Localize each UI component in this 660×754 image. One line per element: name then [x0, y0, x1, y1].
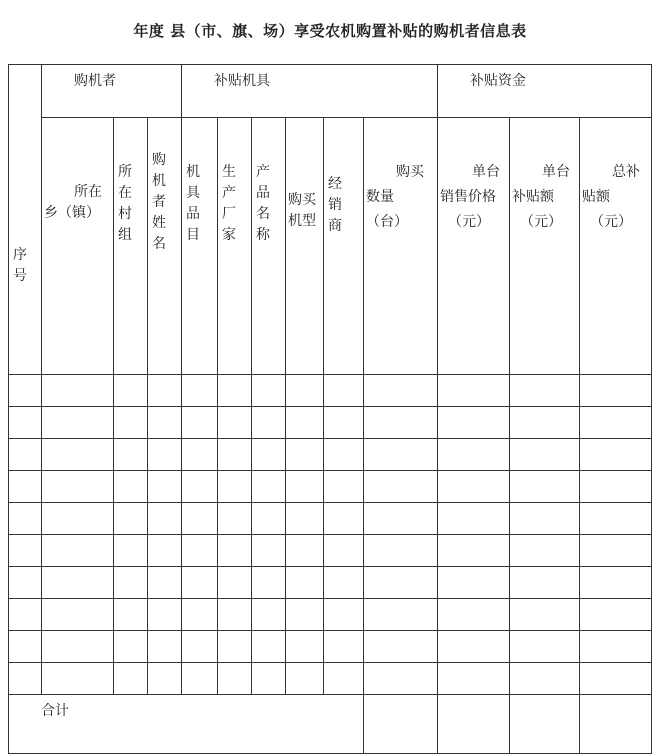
table-cell[interactable]	[580, 471, 652, 503]
table-cell[interactable]	[42, 535, 114, 567]
col-header-unit-price	[438, 118, 510, 375]
table-cell[interactable]	[286, 439, 324, 471]
table-row	[9, 567, 652, 599]
table-cell[interactable]	[580, 535, 652, 567]
table-cell[interactable]	[286, 663, 324, 695]
table-row	[9, 375, 652, 407]
table-cell[interactable]	[324, 599, 364, 631]
table-cell[interactable]	[580, 503, 652, 535]
table-cell[interactable]	[42, 407, 114, 439]
item-char: 具	[186, 185, 200, 201]
village-char: 组	[118, 227, 132, 243]
table-cell[interactable]	[580, 631, 652, 663]
table-cell[interactable]	[580, 567, 652, 599]
data-rows	[9, 375, 652, 695]
table-cell[interactable]	[148, 567, 182, 599]
table-cell[interactable]	[42, 471, 114, 503]
table-cell[interactable]	[9, 567, 42, 599]
table-cell[interactable]	[364, 567, 438, 599]
table-cell[interactable]	[9, 663, 42, 695]
table-cell[interactable]	[438, 407, 510, 439]
form-title: 年度 县（市、旗、场）享受农机购置补贴的购机者信息表	[133, 22, 527, 40]
table-cell[interactable]	[114, 567, 148, 599]
table-cell[interactable]	[42, 375, 114, 407]
table-cell[interactable]	[42, 631, 114, 663]
table-cell[interactable]	[9, 439, 42, 471]
total-cell[interactable]	[364, 695, 438, 754]
table-cell[interactable]	[286, 503, 324, 535]
table-cell[interactable]	[218, 535, 252, 567]
table-cell[interactable]	[182, 407, 218, 439]
item-char: 目	[186, 227, 200, 243]
group-header-machine: 补贴机具	[182, 65, 438, 118]
table-row	[9, 535, 652, 567]
table-cell[interactable]	[9, 535, 42, 567]
buyer-info-table	[8, 64, 651, 719]
group-header-funds: 补贴资金	[438, 65, 652, 118]
table-cell[interactable]	[324, 631, 364, 663]
col-header-total-subsidy	[580, 118, 652, 375]
table-cell[interactable]	[252, 439, 286, 471]
table-cell[interactable]	[218, 663, 252, 695]
table-cell[interactable]	[438, 599, 510, 631]
table-cell[interactable]	[364, 599, 438, 631]
quantity-line: （台）	[366, 214, 408, 230]
table-cell[interactable]	[9, 503, 42, 535]
table-cell[interactable]	[364, 375, 438, 407]
table-row	[9, 503, 652, 535]
table-cell[interactable]	[252, 567, 286, 599]
table-cell[interactable]	[114, 471, 148, 503]
table-cell[interactable]	[580, 407, 652, 439]
table-row	[9, 599, 652, 631]
table-cell[interactable]	[438, 503, 510, 535]
table-cell[interactable]	[252, 471, 286, 503]
col-header-maker	[218, 118, 252, 375]
total-subsidy-line: （元）	[590, 214, 633, 230]
group-header-buyer: 购机者	[42, 65, 182, 118]
unit-price-line: （元）	[448, 214, 491, 230]
table-cell[interactable]	[182, 599, 218, 631]
total-subsidy-line: 总补	[612, 164, 641, 180]
table-cell[interactable]	[324, 663, 364, 695]
product-name-char: 称	[256, 227, 270, 243]
table-cell[interactable]	[438, 567, 510, 599]
table-cell[interactable]	[324, 503, 364, 535]
table-cell[interactable]	[286, 407, 324, 439]
table-cell[interactable]	[580, 663, 652, 695]
village-char: 所	[118, 164, 132, 180]
unit-price-line: 单台	[472, 164, 501, 180]
table-cell[interactable]	[510, 471, 580, 503]
village-char: 村	[118, 206, 132, 222]
table-cell[interactable]	[182, 375, 218, 407]
table-cell[interactable]	[114, 407, 148, 439]
township-line: 所在	[74, 184, 102, 200]
table-cell[interactable]	[510, 535, 580, 567]
model-line: 机型	[288, 213, 316, 229]
item-char: 机	[186, 164, 200, 180]
table-cell[interactable]	[114, 599, 148, 631]
table-cell[interactable]	[182, 535, 218, 567]
table-cell[interactable]	[42, 567, 114, 599]
col-header-product-name	[252, 118, 286, 375]
table-row	[9, 663, 652, 695]
table-cell[interactable]	[324, 471, 364, 503]
table-cell[interactable]	[218, 407, 252, 439]
table-cell[interactable]	[148, 631, 182, 663]
table-cell[interactable]	[182, 471, 218, 503]
table-cell[interactable]	[510, 567, 580, 599]
table-cell[interactable]	[148, 407, 182, 439]
product-name-char: 产	[256, 164, 270, 180]
table-cell[interactable]	[148, 471, 182, 503]
table-cell[interactable]	[114, 631, 148, 663]
table-cell[interactable]	[148, 599, 182, 631]
table-cell[interactable]	[252, 503, 286, 535]
buyer-name-char: 购	[152, 152, 166, 168]
table-cell[interactable]	[218, 631, 252, 663]
quantity-line: 购买	[396, 164, 424, 180]
table-cell[interactable]	[148, 535, 182, 567]
table-cell[interactable]	[580, 599, 652, 631]
table-cell[interactable]	[252, 375, 286, 407]
table-cell[interactable]	[438, 439, 510, 471]
col-header-model	[286, 118, 324, 375]
table-cell[interactable]	[438, 631, 510, 663]
table-cell[interactable]	[286, 471, 324, 503]
table-cell[interactable]	[364, 631, 438, 663]
col-header-unit-subsidy	[510, 118, 580, 375]
seq-char: 序	[13, 246, 27, 263]
table-cell[interactable]	[252, 535, 286, 567]
table-cell[interactable]	[324, 439, 364, 471]
table-cell[interactable]	[286, 599, 324, 631]
table-cell[interactable]	[114, 503, 148, 535]
table-cell[interactable]	[252, 663, 286, 695]
table-cell[interactable]	[148, 503, 182, 535]
table-cell[interactable]	[148, 663, 182, 695]
table-row	[9, 471, 652, 503]
maker-char: 家	[222, 227, 236, 243]
table-cell[interactable]	[148, 439, 182, 471]
table-cell[interactable]	[218, 503, 252, 535]
table-cell[interactable]	[182, 663, 218, 695]
maker-char: 产	[222, 185, 236, 201]
table-cell[interactable]	[286, 375, 324, 407]
table-cell[interactable]	[218, 375, 252, 407]
table-cell[interactable]	[364, 471, 438, 503]
table-cell[interactable]	[9, 631, 42, 663]
table-cell[interactable]	[286, 567, 324, 599]
table-cell[interactable]	[364, 663, 438, 695]
buyer-name-char: 机	[152, 173, 166, 189]
buyer-name-char: 姓	[152, 215, 166, 231]
table-cell[interactable]	[510, 439, 580, 471]
table-cell[interactable]	[324, 535, 364, 567]
table-cell[interactable]	[438, 471, 510, 503]
table-cell[interactable]	[114, 535, 148, 567]
table-row	[9, 407, 652, 439]
table-cell[interactable]	[114, 663, 148, 695]
table-row	[9, 631, 652, 663]
maker-char: 厂	[222, 206, 236, 222]
table-cell[interactable]	[252, 407, 286, 439]
table-cell[interactable]	[148, 375, 182, 407]
table-cell[interactable]	[42, 663, 114, 695]
table-cell[interactable]	[364, 439, 438, 471]
table-cell[interactable]	[9, 471, 42, 503]
total-cell[interactable]	[438, 695, 510, 754]
table-cell[interactable]	[510, 631, 580, 663]
table-cell[interactable]	[364, 407, 438, 439]
col-header-dealer	[324, 118, 364, 375]
unit-price-line: 销售价格	[440, 189, 497, 205]
table-cell[interactable]	[182, 631, 218, 663]
table-cell[interactable]	[324, 375, 364, 407]
col-header-township	[42, 118, 114, 375]
item-char: 品	[186, 206, 200, 222]
table-cell[interactable]	[182, 503, 218, 535]
total-label-cell	[9, 695, 364, 754]
model-line: 购买	[288, 192, 316, 208]
table-cell[interactable]	[9, 375, 42, 407]
total-cell[interactable]	[510, 695, 580, 754]
col-header-quantity	[364, 118, 438, 375]
table-cell[interactable]	[438, 663, 510, 695]
col-header-item	[182, 118, 218, 375]
product-name-char: 品	[256, 185, 270, 201]
table-cell[interactable]	[324, 567, 364, 599]
table-cell[interactable]	[510, 375, 580, 407]
table-cell[interactable]	[510, 599, 580, 631]
unit-subsidy-line: 单台	[542, 164, 571, 180]
table-cell[interactable]	[510, 663, 580, 695]
table-cell[interactable]	[364, 503, 438, 535]
table-cell[interactable]	[114, 375, 148, 407]
table-cell[interactable]	[286, 535, 324, 567]
village-char: 在	[118, 185, 132, 201]
table-row	[9, 439, 652, 471]
col-header-village	[114, 118, 148, 375]
seq-char: 号	[13, 267, 27, 284]
table-cell[interactable]	[218, 567, 252, 599]
table-cell[interactable]	[42, 439, 114, 471]
dealer-char: 商	[328, 218, 342, 234]
buyer-name-char: 者	[152, 194, 166, 210]
table-cell[interactable]	[438, 535, 510, 567]
table-cell[interactable]	[218, 439, 252, 471]
dealer-char: 销	[328, 197, 342, 213]
table-cell[interactable]	[324, 407, 364, 439]
table-cell[interactable]	[42, 599, 114, 631]
table-cell[interactable]	[182, 439, 218, 471]
table-cell[interactable]	[252, 599, 286, 631]
unit-subsidy-line: （元）	[520, 214, 563, 230]
maker-char: 生	[222, 164, 236, 180]
table-cell[interactable]	[182, 567, 218, 599]
unit-subsidy-line: 补贴额	[512, 189, 555, 205]
table-cell[interactable]	[286, 631, 324, 663]
quantity-line: 数量	[366, 189, 394, 205]
total-subsidy-line: 贴额	[582, 189, 611, 205]
buyer-name-char: 名	[152, 236, 166, 252]
table-cell[interactable]	[364, 535, 438, 567]
table-cell[interactable]	[580, 375, 652, 407]
table-cell[interactable]	[114, 439, 148, 471]
table-cell[interactable]	[510, 407, 580, 439]
col-header-buyer-name	[148, 118, 182, 375]
total-cell[interactable]	[580, 695, 652, 754]
table-cell[interactable]	[438, 375, 510, 407]
township-line: 乡（镇）	[44, 205, 100, 221]
table-cell[interactable]	[9, 599, 42, 631]
col-header-seq	[9, 65, 42, 375]
total-label: 合计	[41, 703, 69, 719]
table-cell[interactable]	[252, 631, 286, 663]
product-name-char: 名	[256, 206, 270, 222]
table-cell[interactable]	[218, 471, 252, 503]
table-cell[interactable]	[510, 503, 580, 535]
dealer-char: 经	[328, 176, 342, 192]
table-cell[interactable]	[9, 407, 42, 439]
table-cell[interactable]	[42, 503, 114, 535]
table-cell[interactable]	[580, 439, 652, 471]
table-cell[interactable]	[218, 599, 252, 631]
